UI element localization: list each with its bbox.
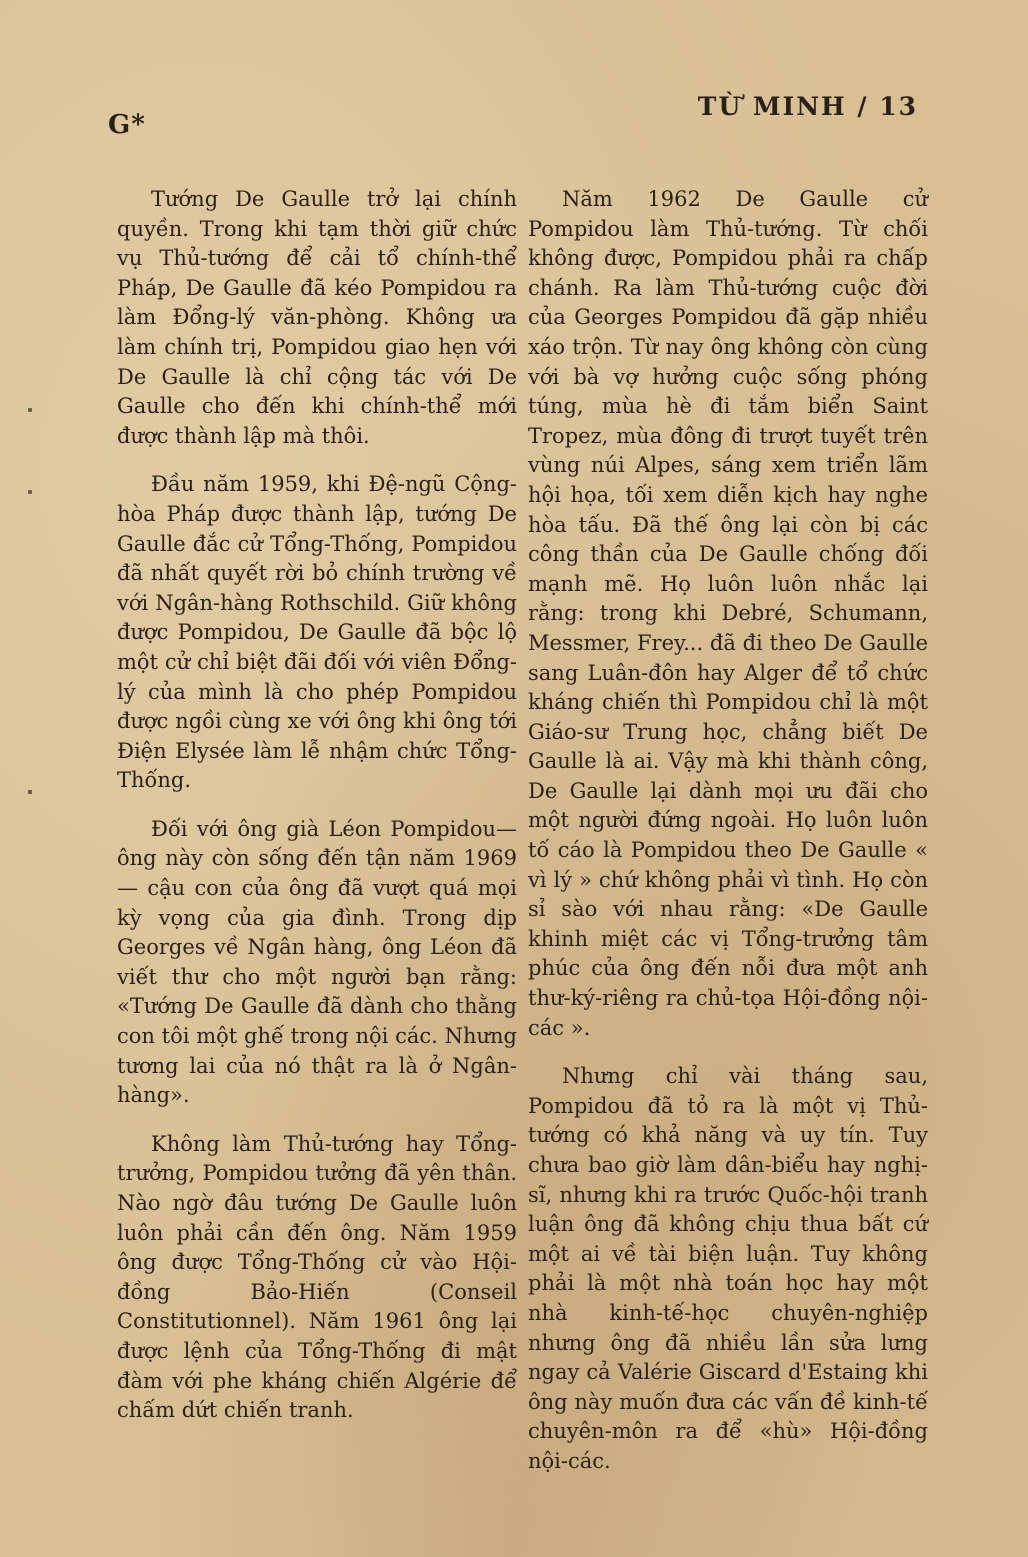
paragraph: Không làm Thủ-tướng hay Tổng-trưởng, Pompidou tưởng đã yên thân. Nào ngờ đâu tướng De Gaulle luôn luôn phải cần đến ông. Năm 1959 ông được Tổng-Thống cử vào Hội-đồng Bảo-Hiến (Conseil Constitutionnel). Năm 1961 ông lại được lệnh của Tổng-Thống đi mật đàm với phe kháng chiến Algérie để chấm dứt chiến tranh. — [117, 1131, 517, 1423]
paragraph: Đầu năm 1959, khi Đệ-ngũ Cộng-hòa Pháp được thành lập, tướng De Gaulle đắc cử Tổng-Thống, Pompidou đã nhất quyết rời bỏ chính trường về với Ngân-hàng Rothschild. Giữ không được Pompidou, De Gaulle đã bộc lộ một cử chỉ biệt đãi đối với viên Đổng-lý của mình là cho phép Pompidou được ngồi cùng xe với ông khi ông tới Điện Elysée làm lễ nhậm chức Tổng-Thống. — [117, 472, 517, 793]
printer-signature-mark: G* — [108, 110, 146, 140]
paragraph: Năm 1962 De Gaulle cử Pompidou làm Thủ-tướng. Từ chối không được, Pompidou phải ra chấp chánh. Ra làm Thủ-tướng cuộc đời của Georges Pompidou đã gặp nhiều xáo trộn. Từ nay ông không còn cùng với bà vợ hưởng cuộc sống phóng túng, mùa hè đi tắm biển Saint Tropez, mùa đông đi trượt tuyết trên vùng núi Alpes, sáng xem triển lãm hội họa, tối xem diễn kịch hay nghe hòa tấu. Đã thế ông lại còn bị các công thần của De Gaulle chống đối mạnh mẽ. Họ luôn luôn nhắc lại rằng: trong khi Debré, Schumann, Messmer, Frey... đã đi theo De Gaulle sang Luân-đôn hay Alger để tổ chức kháng chiến thì Pompidou chỉ là một Giáo-sư Trung học, chẳng biết De Gaulle là ai. Vậy mà khi thành công, De Gaulle lại dành mọi ưu đãi cho một người đứng ngoài. Họ luôn luôn tố cáo là Pompidou theo De Gaulle « vì lý » chứ không phải vì tình. Họ còn sỉ sào với nhau rằng: «De Gaulle khinh miệt các vị Tổng-trưởng tâm phúc của ông đến nỗi đưa một anh thư-ký-riêng ra chủ-tọa Hội-đồng nội-các ». — [528, 187, 928, 1040]
paragraph: Tướng De Gaulle trở lại chính quyền. Trong khi tạm thời giữ chức vụ Thủ-tướng để cải tổ chính-thể Pháp, De Gaulle đã kéo Pompidou ra làm Đổng-lý văn-phòng. Không ưa làm chính trị, Pompidou giao hẹn với De Gaulle là chỉ cộng tác với De Gaulle cho đến khi chính-thể mới được thành lập mà thôi. — [117, 187, 517, 448]
left-column — [117, 185, 517, 1445]
right-column — [528, 185, 928, 1496]
margin-speck — [28, 490, 32, 494]
margin-speck — [28, 790, 32, 794]
paragraph: Đối với ông già Léon Pompidou— ông này còn sống đến tận năm 1969— cậu con của ông đã vượt quá mọi kỳ vọng của gia đình. Trong dịp Georges về Ngân hàng, ông Léon đã viết thư cho một người bạn rằng: «Tướng De Gaulle đã dành cho thằng con tôi một ghế trong nội các. Nhưng tương lai của nó thật ra là ở Ngân-hàng». — [117, 816, 517, 1108]
running-head: TỪ MINH / 13 — [697, 92, 918, 121]
margin-speck — [28, 408, 32, 412]
paragraph: Nhưng chỉ vài tháng sau, Pompidou đã tỏ ra là một vị Thủ-tướng có khả năng và uy tín. Tuy chưa bao giờ làm dân-biểu hay nghị-sĩ, nhưng khi ra trước Quốc-hội tranh luận ông đã không chịu thua bất cứ một ai về tài biện luận. Tuy không phải là một nhà toán học hay một nhà kinh-tế-học chuyên-nghiệp nhưng ông đã nhiều lần sửa lưng ngay cả Valérie Giscard d'Estaing khi ông này muốn đưa các vấn đề kinh-tế chuyên-môn ra để «hù» Hội-đồng nội-các. — [528, 1064, 928, 1473]
